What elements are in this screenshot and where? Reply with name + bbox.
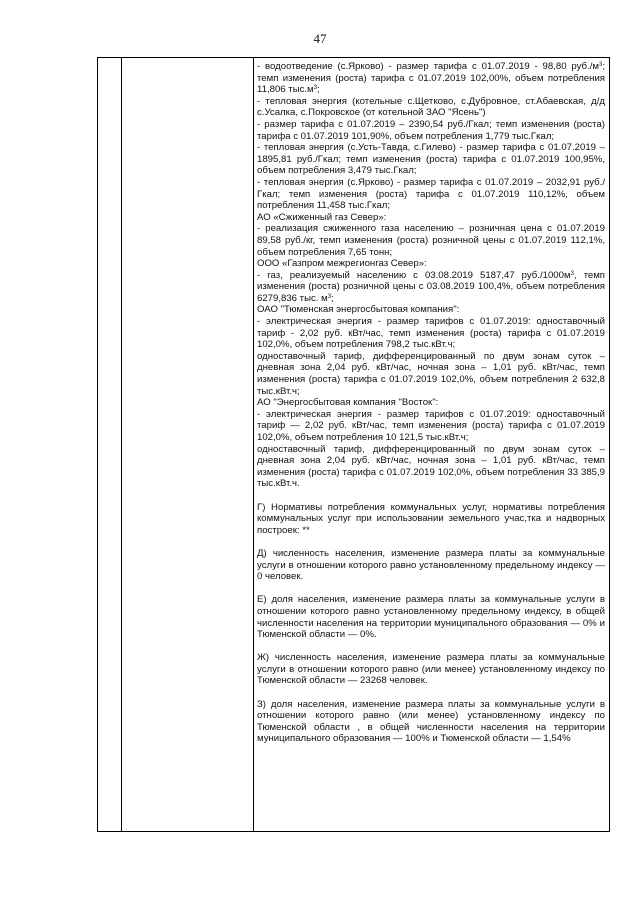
text-line: - тепловая энергия (с.Ярково) - размер тарифа с 01.07.2019 – 2032,91 руб./Гкал; темп изменения (роста) тарифа с 01.07.2019 110,12%, объем потребления 11,458 тыс.Гкал; (257, 176, 605, 212)
text-line: - размер тарифа с 01.07.2019 – 2390,54 руб./Гкал; темп изменения (роста) тарифа с 01.07.2019 101,90%, объем потребления 1,779 тыс.Гкал; (257, 118, 605, 142)
text-line: одноставочный тариф, дифференцированный по двум зонам суток – дневная зона 2,04 руб. кВт/час, ночная зона – 1,01 руб. кВт/час, темп изменения (роста) тарифа с 01.07.2019 102,0%, объем потребления 33 385,9 тыс.кВт.ч. (257, 443, 605, 490)
page-number: 47 (313, 31, 327, 46)
company-heading: ОАО "Тюменская энергосбытовая компания": (257, 304, 460, 316)
text-line: - газ, реализуемый населению с 03.08.2019 5187,47 $руб./1000м^3$, темп изменения (роста) розничной цены с 03.08.2019 100,4%, объем потребления 6279,836 тыс. $м^3$; (257, 269, 606, 304)
text-line: - электрическая энергия - размер тарифов с 01.07.2019: одноставочный тариф — 2,02 руб. кВт/час, темп изменения (роста) тарифа с 01.07.2019 102,0%, объем потребления 10 121,5 тыс.кВт.ч; (257, 408, 605, 443)
company-heading: АО «Сжиженный газ Север»: (257, 211, 387, 223)
column-divider (121, 58, 122, 831)
section-paragraph-z: З) доля населения, изменение размера платы за коммунальные услуги в отношении которого равно (или менее) установленному индексу по Тюменской области , в общей численности населения на территории муниципального образования — 100% и Тюменской области — 1,54% (257, 698, 605, 745)
company-heading: ООО «Газпром межрегионгаз Север»: (257, 258, 427, 270)
section-paragraph-e: Е) доля населения, изменение размера платы за коммунальные услуги в отношении которого равно установленному предельному индексу, в общей численности населения на территории муниципального образования — 0% и Тюменской области — 0%. (257, 594, 605, 641)
text-line: - тепловая энергия (с.Усть-Тавда, с.Гилево) - размер тарифа с 01.07.2019 – 1895,81 руб./Гкал; темп изменения (роста) тарифа с 01.07.2019 100,95%, объем потребления 3,479 тыс.Гкал; (257, 142, 605, 177)
content-cell (257, 61, 605, 745)
section-paragraph-zh: Ж) численность населения, изменение размера платы за коммунальные услуги в отношении которого равно (или менее) установленному индексу по Тюменской области — 23268 человек. (257, 652, 605, 687)
text-line: одноставочный тариф, дифференцированный по двум зонам суток – дневная зона 2,04 руб. кВт/час, ночная зона – 1,01 руб. кВт/час, темп изменения (роста) тарифа с 01.07.2019 102,0%, объем потребления 2 632,8 тыс.кВт.ч; (257, 350, 605, 397)
text-line: - реализация сжиженного газа населению – розничная цена с 01.07.2019 89,58 руб./кг, темп изменения (роста) розничной цены с 01.07.2019 112,1%, объем потребления 7,65 тонн; (257, 223, 605, 258)
tariff-table (97, 57, 610, 832)
text-line: - электрическая энергия - размер тарифов с 01.07.2019: одноставочный тариф - 2,02 руб. кВт/час, темп изменения (роста) тарифа с 01.07.2019 102,0%, объем потребления 798,2 тыс.кВт.ч; (257, 316, 605, 351)
text-line: - водоотведение (с.Ярково) - размер тарифа с 01.07.2019 - 98,80 $руб./м^3$; темп изменения (роста) тарифа с 01.07.2019 102,00%, объем потребления 11,806 $тыс.м^3$; (257, 61, 605, 96)
section-paragraph-d: Д) численность населения, изменение размера платы за коммунальные услуги в отношении которого равно установленному предельному индексу — 0 человек. (257, 547, 605, 583)
column-divider (253, 58, 254, 831)
section-paragraph-g: Г) Нормативы потребления коммунальных услуг, нормативы потребления коммунальных услуг при использовании земельного учас,тка и надворных построек: ** (257, 501, 605, 536)
text-line: - тепловая энергия (котельные с.Щетково, с.Дубровное, ст.Абаевская, д/д с.Усалка, с.Покровское (от котельной ЗАО "Ясень") (257, 95, 605, 119)
company-heading: АО "Энергосбытовая компания "Восток": (257, 397, 439, 409)
